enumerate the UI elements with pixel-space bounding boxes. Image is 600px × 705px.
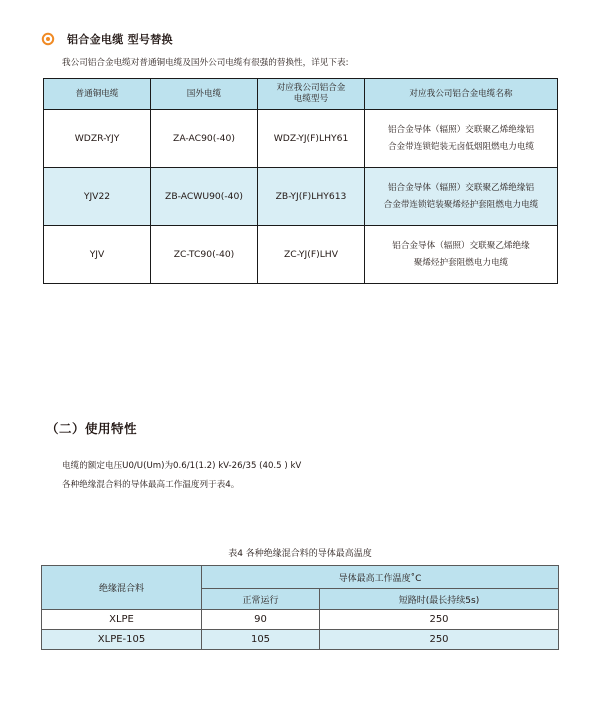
header-cell: 国外电缆 <box>151 79 258 110</box>
section1-heading <box>41 30 173 48</box>
table-row <box>44 110 558 168</box>
table-cell: YJV22 <box>44 168 151 226</box>
table-row <box>44 226 558 284</box>
temperature-table <box>41 565 559 650</box>
orange-ring-bullet-icon <box>41 32 55 46</box>
table4-caption: 表4 各种绝缘混合料的导体最高温度 <box>228 549 372 559</box>
header-cell: 短路时(最长持续5s) <box>320 589 559 610</box>
table-cell: 105 <box>202 630 320 650</box>
header-cell: 对应我公司铝合金电缆名称 <box>365 79 558 110</box>
section2-title: （二）使用特性 <box>46 421 138 436</box>
replacement-table <box>43 78 558 284</box>
section1-title: 铝合金电缆 型号替换 <box>67 33 173 46</box>
table-cell: 铝合金导体（辐照）交联聚乙烯绝缘铝 合金带连锁铠装聚烯烃护套阻燃电力电缆 <box>365 168 558 226</box>
table-cell: ZB-ACWU90(-40) <box>151 168 258 226</box>
table-cell: 250 <box>320 610 559 630</box>
table-cell: 250 <box>320 630 559 650</box>
temperature-paragraph: 各种绝缘混合料的导体最高工作温度列于表4。 <box>62 480 240 490</box>
table-cell: 铝合金导体（辐照）交联聚乙烯绝缘铝 合金带连锁铠装无卤低烟阻燃电力电缆 <box>365 110 558 168</box>
table-cell: ZC-YJ(F)LHV <box>258 226 365 284</box>
table-row <box>42 630 559 650</box>
table4-caption-wrap <box>0 546 600 559</box>
voltage-paragraph: 电缆的额定电压U0/U(Um)为0.6/1(1.2) kV-26/35 (40.5 ) kV <box>62 461 302 471</box>
table-cell: XLPE-105 <box>42 630 202 650</box>
table-cell: YJV <box>44 226 151 284</box>
table-cell: ZC-TC90(-40) <box>151 226 258 284</box>
table-row <box>44 168 558 226</box>
table-cell: ZB-YJ(F)LHY613 <box>258 168 365 226</box>
header-cell: 对应我公司铝合金 电缆型号 <box>258 79 365 110</box>
header-cell: 普通铜电缆 <box>44 79 151 110</box>
table-header-row <box>44 79 558 110</box>
table-cell: 铝合金导体（辐照）交联聚乙烯绝缘 聚烯烃护套阻燃电力电缆 <box>365 226 558 284</box>
section1-intro: 我公司铝合金电缆对普通铜电缆及国外公司电缆有很强的替换性，详见下表: <box>62 58 349 68</box>
header-cell: 正常运行 <box>202 589 320 610</box>
table-cell: 90 <box>202 610 320 630</box>
table-cell: WDZ-YJ(F)LHY61 <box>258 110 365 168</box>
table-cell: ZA-AC90(-40) <box>151 110 258 168</box>
table-cell: WDZR-YJY <box>44 110 151 168</box>
table-header-row <box>42 566 559 589</box>
table-row <box>42 610 559 630</box>
header-cell: 导体最高工作温度˚C <box>202 566 559 589</box>
table-cell: XLPE <box>42 610 202 630</box>
header-cell: 绝缘混合料 <box>42 566 202 610</box>
